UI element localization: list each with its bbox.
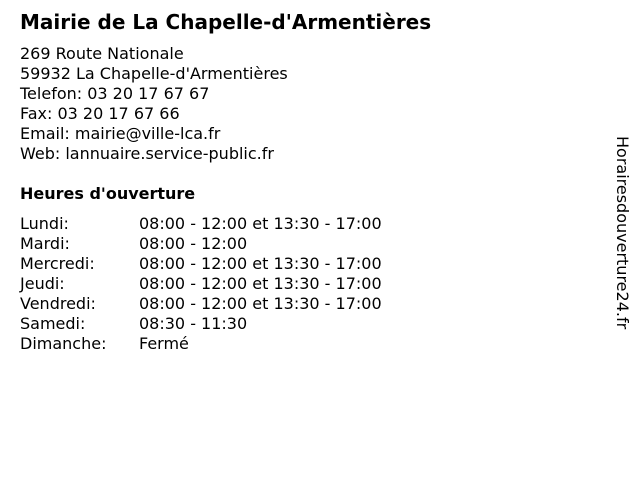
opening-time: 08:00 - 12:00 et 13:30 - 17:00 <box>139 294 382 313</box>
hours-row-wednesday <box>20 254 440 274</box>
contact-block <box>20 44 288 164</box>
page-title: Mairie de La Chapelle-d'Armentières <box>20 10 432 34</box>
website: Web: lannuaire.service-public.fr <box>20 144 274 163</box>
hours-row-friday <box>20 294 440 314</box>
hours-row-monday <box>20 214 440 234</box>
hours-row-thursday <box>20 274 440 294</box>
hours-row-sunday <box>20 334 440 354</box>
email-address: Email: mairie@ville-lca.fr <box>20 124 221 143</box>
street-address: 269 Route Nationale <box>20 44 184 63</box>
day-label: Jeudi: <box>20 274 65 293</box>
day-label: Vendredi: <box>20 294 96 313</box>
opening-time: 08:00 - 12:00 et 13:30 - 17:00 <box>139 254 382 273</box>
day-label: Mercredi: <box>20 254 95 273</box>
phone-number: Telefon: 03 20 17 67 67 <box>20 84 210 103</box>
day-label: Dimanche: <box>20 334 107 353</box>
hours-heading: Heures d'ouverture <box>20 184 196 203</box>
site-brand-watermark: Horairesdouverture24.fr <box>613 136 632 330</box>
opening-time: Fermé <box>139 334 189 353</box>
hours-row-tuesday <box>20 234 440 254</box>
hours-table <box>20 214 440 354</box>
city-address: 59932 La Chapelle-d'Armentières <box>20 64 288 83</box>
opening-time: 08:00 - 12:00 et 13:30 - 17:00 <box>139 274 382 293</box>
fax-number: Fax: 03 20 17 67 66 <box>20 104 180 123</box>
opening-time: 08:30 - 11:30 <box>139 314 248 333</box>
day-label: Samedi: <box>20 314 86 333</box>
opening-time: 08:00 - 12:00 et 13:30 - 17:00 <box>139 214 382 233</box>
day-label: Lundi: <box>20 214 69 233</box>
hours-row-saturday <box>20 314 440 334</box>
day-label: Mardi: <box>20 234 70 253</box>
opening-time: 08:00 - 12:00 <box>139 234 248 253</box>
